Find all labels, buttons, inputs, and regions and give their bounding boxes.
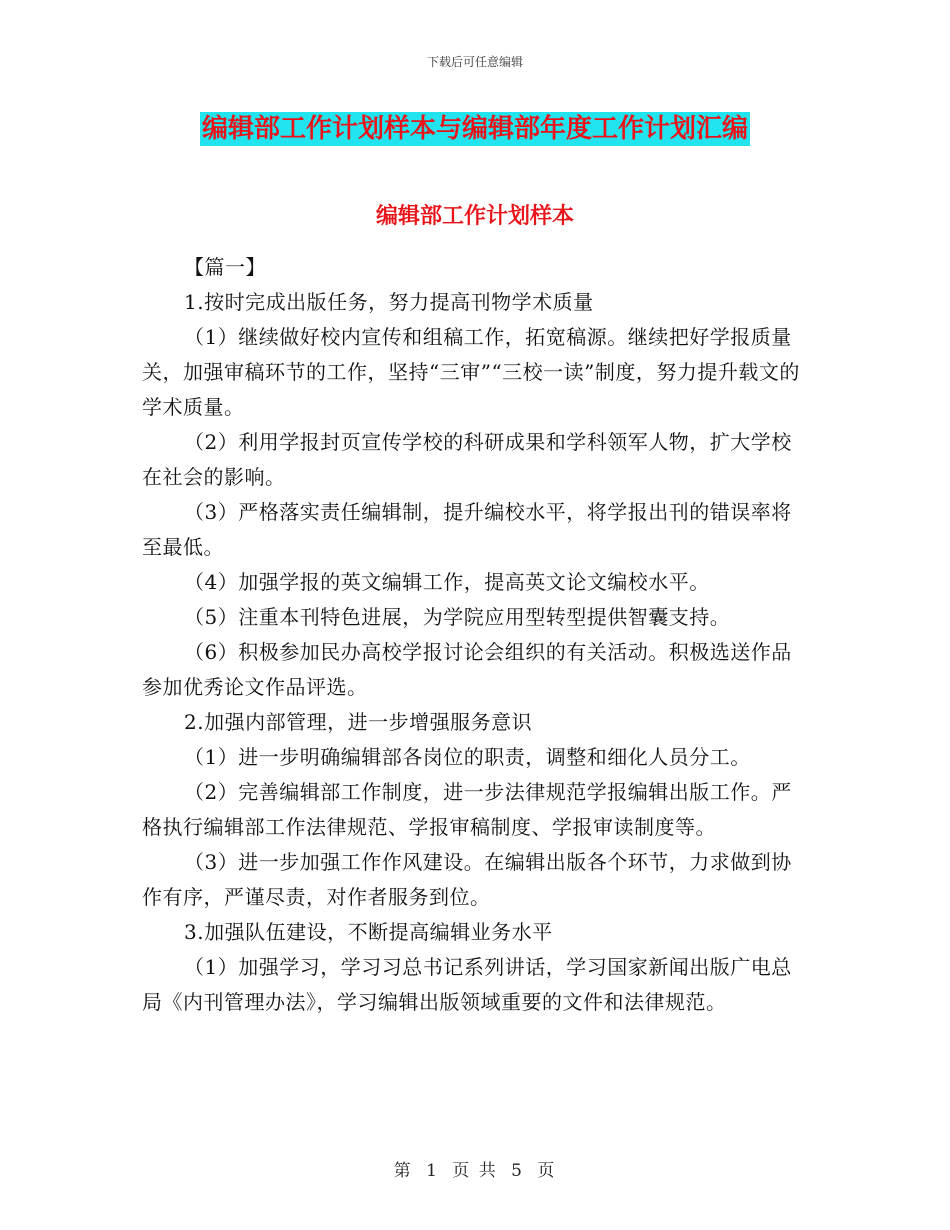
paragraph: （1）加强学习，学习习总书记系列讲话，学习国家新闻出版广电总局《内刊管理办法》，学习编辑出版领域重要的文件和法律规范。 [142, 955, 792, 1014]
paragraph: （2）完善编辑部工作制度，进一步法律规范学报编辑出版工作。严格执行编辑部工作法律规范、学报审稿制度、学报审读制度等。 [142, 780, 792, 839]
heading-item: 2.加强内部管理，进一步增强服务意识 [184, 710, 533, 734]
section-label: 【篇一】 [184, 255, 266, 279]
paragraph: （2）利用学报封页宣传学校的科研成果和学科领军人物，扩大学校在社会的影响。 [142, 430, 792, 489]
heading-item: 1.按时完成出版任务，努力提高刊物学术质量 [184, 290, 594, 314]
header-note: 下载后可任意编辑 [426, 55, 523, 69]
footer-middle: 页 共 [452, 1161, 498, 1181]
footer-prefix: 第 [393, 1161, 413, 1181]
main-title: 编辑部工作计划样本与编辑部年度工作计划汇编 [201, 114, 748, 144]
paragraph: （1）继续做好校内宣传和组稿工作，拓宽稿源。继续把好学报质量关，加强审稿环节的工作，坚持“三审”“三校一读”制度，努力提升载文的学术质量。 [142, 325, 800, 419]
footer-suffix: 页 [537, 1161, 557, 1181]
document-body [142, 250, 808, 1020]
main-title-wrapper [0, 112, 950, 146]
footer-total-pages: 5 [511, 1161, 524, 1181]
paragraph: （1）进一步明确编辑部各岗位的职责，调整和细化人员分工。 [184, 745, 751, 769]
paragraph: （3）进一步加强工作作风建设。在编辑出版各个环节，力求做到协作有序，严谨尽责，对作者服务到位。 [142, 850, 792, 909]
section-title: 编辑部工作计划样本 [375, 203, 574, 229]
heading-item: 3.加强队伍建设，不断提高编辑业务水平 [184, 920, 553, 944]
paragraph: （4）加强学报的英文编辑工作，提高英文论文编校水平。 [184, 570, 710, 594]
footer-page-number: 1 [426, 1161, 439, 1181]
paragraph: （5）注重本刊特色进展，为学院应用型转型提供智囊支持。 [184, 605, 731, 629]
paragraph: （3）严格落实责任编辑制，提升编校水平，将学报出刊的错误率将至最低。 [142, 500, 792, 559]
page-footer [0, 1156, 950, 1181]
paragraph: （6）积极参加民办高校学报讨论会组织的有关活动。积极选送作品参加优秀论文作品评选。 [142, 640, 792, 699]
